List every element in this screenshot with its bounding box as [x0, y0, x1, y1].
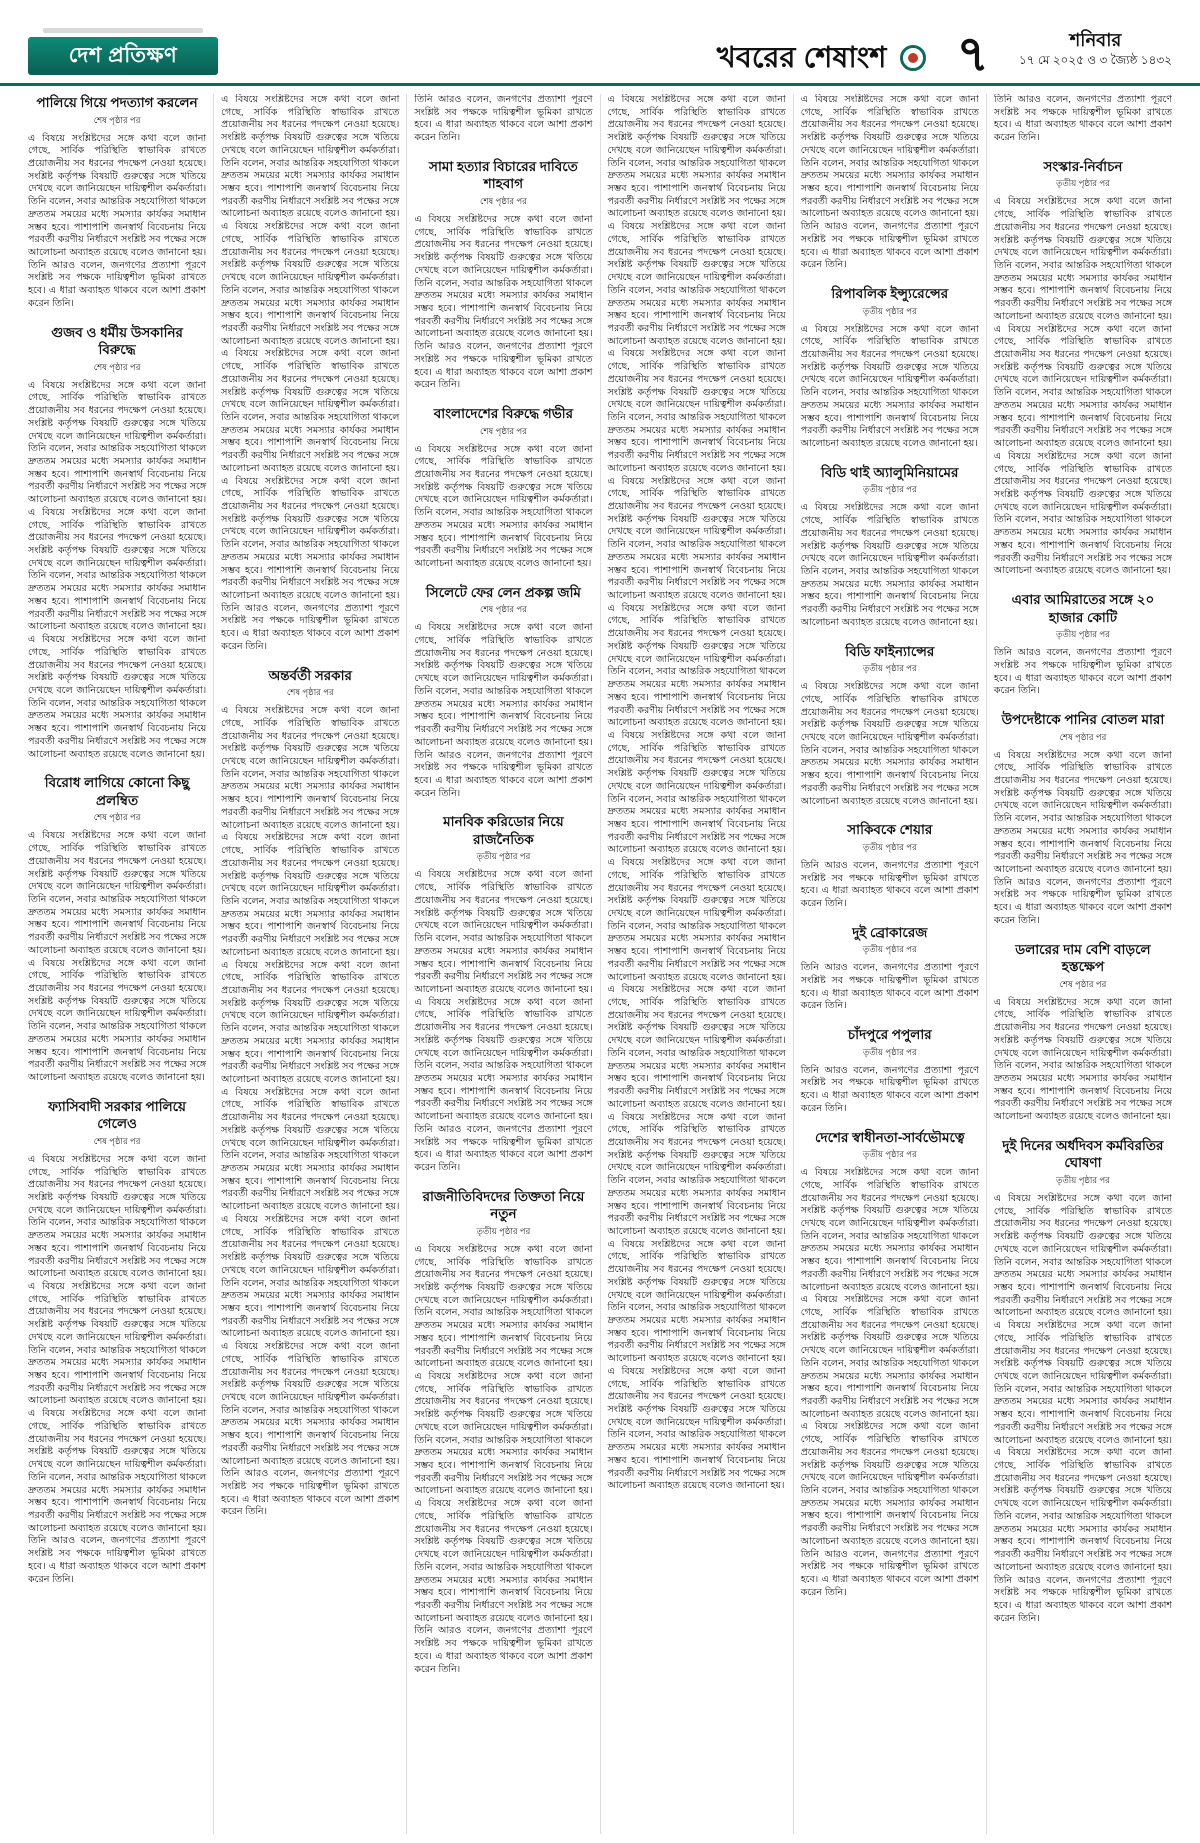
article-headline: রাজনীতিবিদদের তিক্ততা নিয়ে নতুন	[422, 1188, 585, 1222]
article	[801, 285, 979, 451]
article-body: এ বিষয়ে সংশ্লিষ্টদের সঙ্গে কথা বলে জানা গেছে, সার্বিক পরিস্থিতি স্বাভাবিক রাখতে প্রয়োজনীয় সব ধরনের পদক্ষেপ নেওয়া হয়েছে। সংশ্লিষ্ট কর্তৃপক্ষ বিষয়টি গুরুত্বের সঙ্গে খতিয়ে দেখছে বলে জানিয়েছেন দায়িত্বশীল কর্মকর্তারা। তিনি বলেন, সবার আন্তরিক সহযোগিতা থাকলে দ্রুততম সময়ের মধ্যে সমস্যার কার্যকর সমাধান সম্ভব হবে। পাশাপাশি জনস্বার্থ বিবেচনায় নিয়ে পরবর্তী করণীয় নির্ধারণে সংশ্লিষ্ট সব পক্ষের সঙ্গে আলোচনা অব্যাহত রয়েছে বলেও জানানো হয়। তিনি আরও বলেন, জনগণের প্রত্যাশা পূরণে সংশ্লিষ্ট সব পক্ষকে দায়িত্বশীল ভূমিকা রাখতে হবে। এ ধারা অব্যাহত থাকবে বলে আশা প্রকাশ করেন তিনি।	[800, 94, 979, 271]
article-body: এ বিষয়ে সংশ্লিষ্টদের সঙ্গে কথা বলে জানা গেছে, সার্বিক পরিস্থিতি স্বাভাবিক রাখতে প্রয়োজনীয় সব ধরনের পদক্ষেপ নেওয়া হয়েছে। সংশ্লিষ্ট কর্তৃপক্ষ বিষয়টি গুরুত্বের সঙ্গে খতিয়ে দেখছে বলে জানিয়েছেন দায়িত্বশীল কর্মকর্তারা। তিনি বলেন, সবার আন্তরিক সহযোগিতা থাকলে দ্রুততম সময়ের মধ্যে সমস্যার কার্যকর সমাধান সম্ভব হবে। পাশাপাশি জনস্বার্থ বিবেচনায় নিয়ে পরবর্তী করণীয় নির্ধারণে সংশ্লিষ্ট সব পক্ষের সঙ্গে আলোচনা অব্যাহত রয়েছে বলেও জানানো হয়।	[800, 502, 979, 628]
article	[28, 94, 206, 311]
date-line: ১৭ মে ২০২৫ ও ৩ জ্যৈষ্ঠ ১৪৩২	[1018, 53, 1172, 67]
article	[994, 711, 1172, 928]
article-headline: অন্তর্বর্তী সরকার	[268, 667, 352, 683]
article-body: তিনি আরও বলেন, জনগণের প্রত্যাশা পূরণে সংশ্লিষ্ট সব পক্ষকে দায়িত্বশীল ভূমিকা রাখতে হবে। এ ধারা অব্যাহত থাকবে বলে আশা প্রকাশ করেন তিনি।	[993, 94, 1173, 144]
article-continuation	[994, 94, 1172, 145]
article	[28, 774, 206, 1084]
article	[28, 324, 206, 762]
continuation-note: শেষ পৃষ্ঠার পর	[480, 604, 527, 615]
continuation-note: শেষ পৃষ্ঠার পর	[93, 1135, 141, 1146]
article	[994, 941, 1172, 1124]
article-body: তিনি আরও বলেন, জনগণের প্রত্যাশা পূরণে সংশ্লিষ্ট সব পক্ষকে দায়িত্বশীল ভূমিকা রাখতে হবে। এ ধারা অব্যাহত থাকবে বলে আশা প্রকাশ করেন তিনি।	[800, 962, 979, 1012]
article	[801, 924, 979, 1013]
article-body: এ বিষয়ে সংশ্লিষ্টদের সঙ্গে কথা বলে জানা গেছে, সার্বিক পরিস্থিতি স্বাভাবিক রাখতে প্রয়োজনীয় সব ধরনের পদক্ষেপ নেওয়া হয়েছে। সংশ্লিষ্ট কর্তৃপক্ষ বিষয়টি গুরুত্বের সঙ্গে খতিয়ে দেখছে বলে জানিয়েছেন দায়িত্বশীল কর্মকর্তারা। তিনি বলেন, সবার আন্তরিক সহযোগিতা থাকলে দ্রুততম সময়ের মধ্যে সমস্যার কার্যকর সমাধান সম্ভব হবে। পাশাপাশি জনস্বার্থ বিবেচনায় নিয়ে পরবর্তী করণীয় নির্ধারণে সংশ্লিষ্ট সব পক্ষের সঙ্গে আলোচনা অব্যাহত রয়েছে বলেও জানানো হয়। এ বিষয়ে সংশ্লিষ্টদের সঙ্গে কথা বলে জানা গেছে, সার্বিক পরিস্থিতি স্বাভাবিক রাখতে প্রয়োজনীয় সব ধরনের পদক্ষেপ নেওয়া হয়েছে। সংশ্লিষ্ট কর্তৃপক্ষ বিষয়টি গুরুত্বের সঙ্গে খতিয়ে দেখছে বলে জানিয়েছেন দায়িত্বশীল কর্মকর্তারা। তিনি বলেন, সবার আন্তরিক সহযোগিতা থাকলে দ্রুততম সময়ের মধ্যে সমস্যার কার্যকর সমাধান সম্ভব হবে। পাশাপাশি জনস্বার্থ বিবেচনায় নিয়ে পরবর্তী করণীয় নির্ধারণে সংশ্লিষ্ট সব পক্ষের সঙ্গে আলোচনা অব্যাহত রয়েছে বলেও জানানো হয়। এ বিষয়ে সংশ্লিষ্টদের সঙ্গে কথা বলে জানা গেছে, সার্বিক পরিস্থিতি স্বাভাবিক রাখতে প্রয়োজনীয় সব ধরনের পদক্ষেপ নেওয়া হয়েছে। সংশ্লিষ্ট কর্তৃপক্ষ বিষয়টি গুরুত্বের সঙ্গে খতিয়ে দেখছে বলে জানিয়েছেন দায়িত্বশীল কর্মকর্তারা। তিনি বলেন, সবার আন্তরিক সহযোগিতা থাকলে দ্রুততম সময়ের মধ্যে সমস্যার কার্যকর সমাধান সম্ভব হবে। পাশাপাশি জনস্বার্থ বিবেচনায় নিয়ে পরবর্তী করণীয় নির্ধারণে সংশ্লিষ্ট সব পক্ষের সঙ্গে আলোচনা অব্যাহত রয়েছে বলেও জানানো হয়।	[28, 379, 207, 760]
newspaper-columns	[0, 86, 1200, 1834]
article-body: এ বিষয়ে সংশ্লিষ্টদের সঙ্গে কথা বলে জানা গেছে, সার্বিক পরিস্থিতি স্বাভাবিক রাখতে প্রয়োজনীয় সব ধরনের পদক্ষেপ নেওয়া হয়েছে। সংশ্লিষ্ট কর্তৃপক্ষ বিষয়টি গুরুত্বের সঙ্গে খতিয়ে দেখছে বলে জানিয়েছেন দায়িত্বশীল কর্মকর্তারা। তিনি বলেন, সবার আন্তরিক সহযোগিতা থাকলে দ্রুততম সময়ের মধ্যে সমস্যার কার্যকর সমাধান সম্ভব হবে। পাশাপাশি জনস্বার্থ বিবেচনায় নিয়ে পরবর্তী করণীয় নির্ধারণে সংশ্লিষ্ট সব পক্ষের সঙ্গে আলোচনা অব্যাহত রয়েছে বলেও জানানো হয়। এ বিষয়ে সংশ্লিষ্টদের সঙ্গে কথা বলে জানা গেছে, সার্বিক পরিস্থিতি স্বাভাবিক রাখতে প্রয়োজনীয় সব ধরনের পদক্ষেপ নেওয়া হয়েছে। সংশ্লিষ্ট কর্তৃপক্ষ বিষয়টি গুরুত্বের সঙ্গে খতিয়ে দেখছে বলে জানিয়েছেন দায়িত্বশীল কর্মকর্তারা। তিনি বলেন, সবার আন্তরিক সহযোগিতা থাকলে দ্রুততম সময়ের মধ্যে সমস্যার কার্যকর সমাধান সম্ভব হবে। পাশাপাশি জনস্বার্থ বিবেচনায় নিয়ে পরবর্তী করণীয় নির্ধারণে সংশ্লিষ্ট সব পক্ষের সঙ্গে আলোচনা অব্যাহত রয়েছে বলেও জানানো হয়। এ বিষয়ে সংশ্লিষ্টদের সঙ্গে কথা বলে জানা গেছে, সার্বিক পরিস্থিতি স্বাভাবিক রাখতে প্রয়োজনীয় সব ধরনের পদক্ষেপ নেওয়া হয়েছে। সংশ্লিষ্ট কর্তৃপক্ষ বিষয়টি গুরুত্বের সঙ্গে খতিয়ে দেখছে বলে জানিয়েছেন দায়িত্বশীল কর্মকর্তারা। তিনি বলেন, সবার আন্তরিক সহযোগিতা থাকলে দ্রুততম সময়ের মধ্যে সমস্যার কার্যকর সমাধান সম্ভব হবে। পাশাপাশি জনস্বার্থ বিবেচনায় নিয়ে পরবর্তী করণীয় নির্ধারণে সংশ্লিষ্ট সব পক্ষের সঙ্গে আলোচনা অব্যাহত রয়েছে বলেও জানানো হয়। এ বিষয়ে সংশ্লিষ্টদের সঙ্গে কথা বলে জানা গেছে, সার্বিক পরিস্থিতি স্বাভাবিক রাখতে প্রয়োজনীয় সব ধরনের পদক্ষেপ নেওয়া হয়েছে। সংশ্লিষ্ট কর্তৃপক্ষ বিষয়টি গুরুত্বের সঙ্গে খতিয়ে দেখছে বলে জানিয়েছেন দায়িত্বশীল কর্মকর্তারা। তিনি বলেন, সবার আন্তরিক সহযোগিতা থাকলে দ্রুততম সময়ের মধ্যে সমস্যার কার্যকর সমাধান সম্ভব হবে। পাশাপাশি জনস্বার্থ বিবেচনায় নিয়ে পরবর্তী করণীয় নির্ধারণে সংশ্লিষ্ট সব পক্ষের সঙ্গে আলোচনা অব্যাহত রয়েছে বলেও জানানো হয়। এ বিষয়ে সংশ্লিষ্টদের সঙ্গে কথা বলে জানা গেছে, সার্বিক পরিস্থিতি স্বাভাবিক রাখতে প্রয়োজনীয় সব ধরনের পদক্ষেপ নেওয়া হয়েছে। সংশ্লিষ্ট কর্তৃপক্ষ বিষয়টি গুরুত্বের সঙ্গে খতিয়ে দেখছে বলে জানিয়েছেন দায়িত্বশীল কর্মকর্তারা। তিনি বলেন, সবার আন্তরিক সহযোগিতা থাকলে দ্রুততম সময়ের মধ্যে সমস্যার কার্যকর সমাধান সম্ভব হবে। পাশাপাশি জনস্বার্থ বিবেচনায় নিয়ে পরবর্তী করণীয় নির্ধারণে সংশ্লিষ্ট সব পক্ষের সঙ্গে আলোচনা অব্যাহত রয়েছে বলেও জানানো হয়। এ বিষয়ে সংশ্লিষ্টদের সঙ্গে কথা বলে জানা গেছে, সার্বিক পরিস্থিতি স্বাভাবিক রাখতে প্রয়োজনীয় সব ধরনের পদক্ষেপ নেওয়া হয়েছে। সংশ্লিষ্ট কর্তৃপক্ষ বিষয়টি গুরুত্বের সঙ্গে খতিয়ে দেখছে বলে জানিয়েছেন দায়িত্বশীল কর্মকর্তারা। তিনি বলেন, সবার আন্তরিক সহযোগিতা থাকলে দ্রুততম সময়ের মধ্যে সমস্যার কার্যকর সমাধান সম্ভব হবে। পাশাপাশি জনস্বার্থ বিবেচনায় নিয়ে পরবর্তী করণীয় নির্ধারণে সংশ্লিষ্ট সব পক্ষের সঙ্গে আলোচনা অব্যাহত রয়েছে বলেও জানানো হয়। তিনি আরও বলেন, জনগণের প্রত্যাশা পূরণে সংশ্লিষ্ট সব পক্ষকে দায়িত্বশীল ভূমিকা রাখতে হবে। এ ধারা অব্যাহত থাকবে বলে আশা প্রকাশ করেন তিনি।	[221, 705, 400, 1518]
page-number: ৭	[956, 25, 989, 82]
article-body: এ বিষয়ে সংশ্লিষ্টদের সঙ্গে কথা বলে জানা গেছে, সার্বিক পরিস্থিতি স্বাভাবিক রাখতে প্রয়োজনীয় সব ধরনের পদক্ষেপ নেওয়া হয়েছে। সংশ্লিষ্ট কর্তৃপক্ষ বিষয়টি গুরুত্বের সঙ্গে খতিয়ে দেখছে বলে জানিয়েছেন দায়িত্বশীল কর্মকর্তারা। তিনি বলেন, সবার আন্তরিক সহযোগিতা থাকলে দ্রুততম সময়ের মধ্যে সমস্যার কার্যকর সমাধান সম্ভব হবে। পাশাপাশি জনস্বার্থ বিবেচনায় নিয়ে পরবর্তী করণীয় নির্ধারণে সংশ্লিষ্ট সব পক্ষের সঙ্গে আলোচনা অব্যাহত রয়েছে বলেও জানানো হয়। তিনি আরও বলেন, জনগণের প্রত্যাশা পূরণে সংশ্লিষ্ট সব পক্ষকে দায়িত্বশীল ভূমিকা রাখতে হবে। এ ধারা অব্যাহত থাকবে বলে আশা প্রকাশ করেন তিনি।	[28, 132, 207, 309]
article-continuation	[414, 94, 592, 145]
continuation-note: শেষ পৃষ্ঠার পর	[1059, 978, 1107, 989]
column-3	[406, 94, 599, 1834]
continuation-note: শেষ পৃষ্ঠার পর	[480, 425, 527, 436]
masthead-microtext	[43, 28, 203, 33]
weekday: শনিবার	[1069, 30, 1122, 50]
article-headline: ডলারের দাম বেশি বাড়লে হস্তক্ষেপ	[1015, 941, 1151, 975]
article-body: এ বিষয়ে সংশ্লিষ্টদের সঙ্গে কথা বলে জানা গেছে, সার্বিক পরিস্থিতি স্বাভাবিক রাখতে প্রয়োজনীয় সব ধরনের পদক্ষেপ নেওয়া হয়েছে। সংশ্লিষ্ট কর্তৃপক্ষ বিষয়টি গুরুত্বের সঙ্গে খতিয়ে দেখছে বলে জানিয়েছেন দায়িত্বশীল কর্মকর্তারা। তিনি বলেন, সবার আন্তরিক সহযোগিতা থাকলে দ্রুততম সময়ের মধ্যে সমস্যার কার্যকর সমাধান সম্ভব হবে। পাশাপাশি জনস্বার্থ বিবেচনায় নিয়ে পরবর্তী করণীয় নির্ধারণে সংশ্লিষ্ট সব পক্ষের সঙ্গে আলোচনা অব্যাহত রয়েছে বলেও জানানো হয়। এ বিষয়ে সংশ্লিষ্টদের সঙ্গে কথা বলে জানা গেছে, সার্বিক পরিস্থিতি স্বাভাবিক রাখতে প্রয়োজনীয় সব ধরনের পদক্ষেপ নেওয়া হয়েছে। সংশ্লিষ্ট কর্তৃপক্ষ বিষয়টি গুরুত্বের সঙ্গে খতিয়ে দেখছে বলে জানিয়েছেন দায়িত্বশীল কর্মকর্তারা। তিনি বলেন, সবার আন্তরিক সহযোগিতা থাকলে দ্রুততম সময়ের মধ্যে সমস্যার কার্যকর সমাধান সম্ভব হবে। পাশাপাশি জনস্বার্থ বিবেচনায় নিয়ে পরবর্তী করণীয় নির্ধারণে সংশ্লিষ্ট সব পক্ষের সঙ্গে আলোচনা অব্যাহত রয়েছে বলেও জানানো হয়। এ বিষয়ে সংশ্লিষ্টদের সঙ্গে কথা বলে জানা গেছে, সার্বিক পরিস্থিতি স্বাভাবিক রাখতে প্রয়োজনীয় সব ধরনের পদক্ষেপ নেওয়া হয়েছে। সংশ্লিষ্ট কর্তৃপক্ষ বিষয়টি গুরুত্বের সঙ্গে খতিয়ে দেখছে বলে জানিয়েছেন দায়িত্বশীল কর্মকর্তারা। তিনি বলেন, সবার আন্তরিক সহযোগিতা থাকলে দ্রুততম সময়ের মধ্যে সমস্যার কার্যকর সমাধান সম্ভব হবে। পাশাপাশি জনস্বার্থ বিবেচনায় নিয়ে পরবর্তী করণীয় নির্ধারণে সংশ্লিষ্ট সব পক্ষের সঙ্গে আলোচনা অব্যাহত রয়েছে বলেও জানানো হয়। এ বিষয়ে সংশ্লিষ্টদের সঙ্গে কথা বলে জানা গেছে, সার্বিক পরিস্থিতি স্বাভাবিক রাখতে প্রয়োজনীয় সব ধরনের পদক্ষেপ নেওয়া হয়েছে। সংশ্লিষ্ট কর্তৃপক্ষ বিষয়টি গুরুত্বের সঙ্গে খতিয়ে দেখছে বলে জানিয়েছেন দায়িত্বশীল কর্মকর্তারা। তিনি বলেন, সবার আন্তরিক সহযোগিতা থাকলে দ্রুততম সময়ের মধ্যে সমস্যার কার্যকর সমাধান সম্ভব হবে। পাশাপাশি জনস্বার্থ বিবেচনায় নিয়ে পরবর্তী করণীয় নির্ধারণে সংশ্লিষ্ট সব পক্ষের সঙ্গে আলোচনা অব্যাহত রয়েছে বলেও জানানো হয়। এ বিষয়ে সংশ্লিষ্টদের সঙ্গে কথা বলে জানা গেছে, সার্বিক পরিস্থিতি স্বাভাবিক রাখতে প্রয়োজনীয় সব ধরনের পদক্ষেপ নেওয়া হয়েছে। সংশ্লিষ্ট কর্তৃপক্ষ বিষয়টি গুরুত্বের সঙ্গে খতিয়ে দেখছে বলে জানিয়েছেন দায়িত্বশীল কর্মকর্তারা। তিনি বলেন, সবার আন্তরিক সহযোগিতা থাকলে দ্রুততম সময়ের মধ্যে সমস্যার কার্যকর সমাধান সম্ভব হবে। পাশাপাশি জনস্বার্থ বিবেচনায় নিয়ে পরবর্তী করণীয় নির্ধারণে সংশ্লিষ্ট সব পক্ষের সঙ্গে আলোচনা অব্যাহত রয়েছে বলেও জানানো হয়। এ বিষয়ে সংশ্লিষ্টদের সঙ্গে কথা বলে জানা গেছে, সার্বিক পরিস্থিতি স্বাভাবিক রাখতে প্রয়োজনীয় সব ধরনের পদক্ষেপ নেওয়া হয়েছে। সংশ্লিষ্ট কর্তৃপক্ষ বিষয়টি গুরুত্বের সঙ্গে খতিয়ে দেখছে বলে জানিয়েছেন দায়িত্বশীল কর্মকর্তারা। তিনি বলেন, সবার আন্তরিক সহযোগিতা থাকলে দ্রুততম সময়ের মধ্যে সমস্যার কার্যকর সমাধান সম্ভব হবে। পাশাপাশি জনস্বার্থ বিবেচনায় নিয়ে পরবর্তী করণীয় নির্ধারণে সংশ্লিষ্ট সব পক্ষের সঙ্গে আলোচনা অব্যাহত রয়েছে বলেও জানানো হয়। এ বিষয়ে সংশ্লিষ্টদের সঙ্গে কথা বলে জানা গেছে, সার্বিক পরিস্থিতি স্বাভাবিক রাখতে প্রয়োজনীয় সব ধরনের পদক্ষেপ নেওয়া হয়েছে। সংশ্লিষ্ট কর্তৃপক্ষ বিষয়টি গুরুত্বের সঙ্গে খতিয়ে দেখছে বলে জানিয়েছেন দায়িত্বশীল কর্মকর্তারা। তিনি বলেন, সবার আন্তরিক সহযোগিতা থাকলে দ্রুততম সময়ের মধ্যে সমস্যার কার্যকর সমাধান সম্ভব হবে। পাশাপাশি জনস্বার্থ বিবেচনায় নিয়ে পরবর্তী করণীয় নির্ধারণে সংশ্লিষ্ট সব পক্ষের সঙ্গে আলোচনা অব্যাহত রয়েছে বলেও জানানো হয়। এ বিষয়ে সংশ্লিষ্টদের সঙ্গে কথা বলে জানা গেছে, সার্বিক পরিস্থিতি স্বাভাবিক রাখতে প্রয়োজনীয় সব ধরনের পদক্ষেপ নেওয়া হয়েছে। সংশ্লিষ্ট কর্তৃপক্ষ বিষয়টি গুরুত্বের সঙ্গে খতিয়ে দেখছে বলে জানিয়েছেন দায়িত্বশীল কর্মকর্তারা। তিনি বলেন, সবার আন্তরিক সহযোগিতা থাকলে দ্রুততম সময়ের মধ্যে সমস্যার কার্যকর সমাধান সম্ভব হবে। পাশাপাশি জনস্বার্থ বিবেচনায় নিয়ে পরবর্তী করণীয় নির্ধারণে সংশ্লিষ্ট সব পক্ষের সঙ্গে আলোচনা অব্যাহত রয়েছে বলেও জানানো হয়। এ বিষয়ে সংশ্লিষ্টদের সঙ্গে কথা বলে জানা গেছে, সার্বিক পরিস্থিতি স্বাভাবিক রাখতে প্রয়োজনীয় সব ধরনের পদক্ষেপ নেওয়া হয়েছে। সংশ্লিষ্ট কর্তৃপক্ষ বিষয়টি গুরুত্বের সঙ্গে খতিয়ে দেখছে বলে জানিয়েছেন দায়িত্বশীল কর্মকর্তারা। তিনি বলেন, সবার আন্তরিক সহযোগিতা থাকলে দ্রুততম সময়ের মধ্যে সমস্যার কার্যকর সমাধান সম্ভব হবে। পাশাপাশি জনস্বার্থ বিবেচনায় নিয়ে পরবর্তী করণীয় নির্ধারণে সংশ্লিষ্ট সব পক্ষের সঙ্গে আলোচনা অব্যাহত রয়েছে বলেও জানানো হয়। এ বিষয়ে সংশ্লিষ্টদের সঙ্গে কথা বলে জানা গেছে, সার্বিক পরিস্থিতি স্বাভাবিক রাখতে প্রয়োজনীয় সব ধরনের পদক্ষেপ নেওয়া হয়েছে। সংশ্লিষ্ট কর্তৃপক্ষ বিষয়টি গুরুত্বের সঙ্গে খতিয়ে দেখছে বলে জানিয়েছেন দায়িত্বশীল কর্মকর্তারা। তিনি বলেন, সবার আন্তরিক সহযোগিতা থাকলে দ্রুততম সময়ের মধ্যে সমস্যার কার্যকর সমাধান সম্ভব হবে। পাশাপাশি জনস্বার্থ বিবেচনায় নিয়ে পরবর্তী করণীয় নির্ধারণে সংশ্লিষ্ট সব পক্ষের সঙ্গে আলোচনা অব্যাহত রয়েছে বলেও জানানো হয়। এ বিষয়ে সংশ্লিষ্টদের সঙ্গে কথা বলে জানা গেছে, সার্বিক পরিস্থিতি স্বাভাবিক রাখতে প্রয়োজনীয় সব ধরনের পদক্ষেপ নেওয়া হয়েছে। সংশ্লিষ্ট কর্তৃপক্ষ বিষয়টি গুরুত্বের সঙ্গে খতিয়ে দেখছে বলে জানিয়েছেন দায়িত্বশীল কর্মকর্তারা। তিনি বলেন, সবার আন্তরিক সহযোগিতা থাকলে দ্রুততম সময়ের মধ্যে সমস্যার কার্যকর সমাধান সম্ভব হবে। পাশাপাশি জনস্বার্থ বিবেচনায় নিয়ে পরবর্তী করণীয় নির্ধারণে সংশ্লিষ্ট সব পক্ষের সঙ্গে আলোচনা অব্যাহত রয়েছে বলেও জানানো হয়।	[607, 94, 786, 1492]
article-headline: বিডি ফাইন্যান্সের	[845, 643, 935, 659]
article	[994, 158, 1172, 578]
article-headline: বিডি থাই অ্যালুমিনিয়ামের	[821, 464, 959, 480]
continuation-note: তৃতীয় পৃষ্ঠার পর	[862, 484, 917, 495]
article-headline: উপদেষ্টাকে পানির বোতল মারা	[1001, 711, 1165, 727]
continuation-note: তৃতীয় পৃষ্ঠার পর	[862, 1149, 917, 1160]
article-headline: পালিয়ে গিয়ে পদত্যাগ করলেন	[36, 95, 198, 110]
continuation-note: তৃতীয় পৃষ্ঠার পর	[1056, 1174, 1110, 1185]
continuation-note: তৃতীয় পৃষ্ঠার পর	[1056, 629, 1110, 640]
continuation-note: তৃতীয় পৃষ্ঠার পর	[862, 663, 917, 674]
article-body: তিনি আরও বলেন, জনগণের প্রত্যাশা পূরণে সংশ্লিষ্ট সব পক্ষকে দায়িত্বশীল ভূমিকা রাখতে হবে। এ ধারা অব্যাহত থাকবে বলে আশা প্রকাশ করেন তিনি।	[993, 647, 1173, 697]
article-body: এ বিষয়ে সংশ্লিষ্টদের সঙ্গে কথা বলে জানা গেছে, সার্বিক পরিস্থিতি স্বাভাবিক রাখতে প্রয়োজনীয় সব ধরনের পদক্ষেপ নেওয়া হয়েছে। সংশ্লিষ্ট কর্তৃপক্ষ বিষয়টি গুরুত্বের সঙ্গে খতিয়ে দেখছে বলে জানিয়েছেন দায়িত্বশীল কর্মকর্তারা। তিনি বলেন, সবার আন্তরিক সহযোগিতা থাকলে দ্রুততম সময়ের মধ্যে সমস্যার কার্যকর সমাধান সম্ভব হবে। পাশাপাশি জনস্বার্থ বিবেচনায় নিয়ে পরবর্তী করণীয় নির্ধারণে সংশ্লিষ্ট সব পক্ষের সঙ্গে আলোচনা অব্যাহত রয়েছে বলেও জানানো হয়। এ বিষয়ে সংশ্লিষ্টদের সঙ্গে কথা বলে জানা গেছে, সার্বিক পরিস্থিতি স্বাভাবিক রাখতে প্রয়োজনীয় সব ধরনের পদক্ষেপ নেওয়া হয়েছে। সংশ্লিষ্ট কর্তৃপক্ষ বিষয়টি গুরুত্বের সঙ্গে খতিয়ে দেখছে বলে জানিয়েছেন দায়িত্বশীল কর্মকর্তারা। তিনি বলেন, সবার আন্তরিক সহযোগিতা থাকলে দ্রুততম সময়ের মধ্যে সমস্যার কার্যকর সমাধান সম্ভব হবে। পাশাপাশি জনস্বার্থ বিবেচনায় নিয়ে পরবর্তী করণীয় নির্ধারণে সংশ্লিষ্ট সব পক্ষের সঙ্গে আলোচনা অব্যাহত রয়েছে বলেও জানানো হয়। এ বিষয়ে সংশ্লিষ্টদের সঙ্গে কথা বলে জানা গেছে, সার্বিক পরিস্থিতি স্বাভাবিক রাখতে প্রয়োজনীয় সব ধরনের পদক্ষেপ নেওয়া হয়েছে। সংশ্লিষ্ট কর্তৃপক্ষ বিষয়টি গুরুত্বের সঙ্গে খতিয়ে দেখছে বলে জানিয়েছেন দায়িত্বশীল কর্মকর্তারা। তিনি বলেন, সবার আন্তরিক সহযোগিতা থাকলে দ্রুততম সময়ের মধ্যে সমস্যার কার্যকর সমাধান সম্ভব হবে। পাশাপাশি জনস্বার্থ বিবেচনায় নিয়ে পরবর্তী করণীয় নির্ধারণে সংশ্লিষ্ট সব পক্ষের সঙ্গে আলোচনা অব্যাহত রয়েছে বলেও জানানো হয়। তিনি আরও বলেন, জনগণের প্রত্যাশা পূরণে সংশ্লিষ্ট সব পক্ষকে দায়িত্বশীল ভূমিকা রাখতে হবে। এ ধারা অব্যাহত থাকবে বলে আশা প্রকাশ করেন তিনি।	[28, 1153, 207, 1585]
continuation-note: তৃতীয় পৃষ্ঠার পর	[862, 305, 917, 316]
article	[414, 405, 592, 571]
article-headline: এবার আমিরাতের সঙ্গে ২০ হাজার কোটি	[1011, 591, 1155, 625]
continuation-note: শেষ পৃষ্ঠার পর	[286, 687, 334, 698]
column-2	[213, 94, 406, 1834]
article-headline: রিপাবলিক ইন্স্যুরেন্সের	[831, 286, 949, 302]
article-body: এ বিষয়ে সংশ্লিষ্টদের সঙ্গে কথা বলে জানা গেছে, সার্বিক পরিস্থিতি স্বাভাবিক রাখতে প্রয়োজনীয় সব ধরনের পদক্ষেপ নেওয়া হয়েছে। সংশ্লিষ্ট কর্তৃপক্ষ বিষয়টি গুরুত্বের সঙ্গে খতিয়ে দেখছে বলে জানিয়েছেন দায়িত্বশীল কর্মকর্তারা। তিনি বলেন, সবার আন্তরিক সহযোগিতা থাকলে দ্রুততম সময়ের মধ্যে সমস্যার কার্যকর সমাধান সম্ভব হবে। পাশাপাশি জনস্বার্থ বিবেচনায় নিয়ে পরবর্তী করণীয় নির্ধারণে সংশ্লিষ্ট সব পক্ষের সঙ্গে আলোচনা অব্যাহত রয়েছে বলেও জানানো হয়। এ বিষয়ে সংশ্লিষ্টদের সঙ্গে কথা বলে জানা গেছে, সার্বিক পরিস্থিতি স্বাভাবিক রাখতে প্রয়োজনীয় সব ধরনের পদক্ষেপ নেওয়া হয়েছে। সংশ্লিষ্ট কর্তৃপক্ষ বিষয়টি গুরুত্বের সঙ্গে খতিয়ে দেখছে বলে জানিয়েছেন দায়িত্বশীল কর্মকর্তারা। তিনি বলেন, সবার আন্তরিক সহযোগিতা থাকলে দ্রুততম সময়ের মধ্যে সমস্যার কার্যকর সমাধান সম্ভব হবে। পাশাপাশি জনস্বার্থ বিবেচনায় নিয়ে পরবর্তী করণীয় নির্ধারণে সংশ্লিষ্ট সব পক্ষের সঙ্গে আলোচনা অব্যাহত রয়েছে বলেও জানানো হয়। এ বিষয়ে সংশ্লিষ্টদের সঙ্গে কথা বলে জানা গেছে, সার্বিক পরিস্থিতি স্বাভাবিক রাখতে প্রয়োজনীয় সব ধরনের পদক্ষেপ নেওয়া হয়েছে। সংশ্লিষ্ট কর্তৃপক্ষ বিষয়টি গুরুত্বের সঙ্গে খতিয়ে দেখছে বলে জানিয়েছেন দায়িত্বশীল কর্মকর্তারা। তিনি বলেন, সবার আন্তরিক সহযোগিতা থাকলে দ্রুততম সময়ের মধ্যে সমস্যার কার্যকর সমাধান সম্ভব হবে। পাশাপাশি জনস্বার্থ বিবেচনায় নিয়ে পরবর্তী করণীয় নির্ধারণে সংশ্লিষ্ট সব পক্ষের সঙ্গে আলোচনা অব্যাহত রয়েছে বলেও জানানো হয়। তিনি আরও বলেন, জনগণের প্রত্যাশা পূরণে সংশ্লিষ্ট সব পক্ষকে দায়িত্বশীল ভূমিকা রাখতে হবে। এ ধারা অব্যাহত থাকবে বলে আশা প্রকাশ করেন তিনি।	[414, 1243, 593, 1675]
newspaper-emblem-icon	[900, 45, 926, 71]
newspaper-logo	[28, 37, 218, 75]
newspaper-name: দেশ প্রতিক্ষণ	[68, 43, 178, 67]
article-continuation	[608, 94, 786, 1493]
article	[414, 1188, 592, 1677]
column-1	[28, 94, 213, 1834]
continuation-note: শেষ পৃষ্ঠার পর	[1059, 731, 1107, 742]
column-6	[986, 94, 1172, 1834]
article-headline: বিরোধ লাগিয়ে কোনো কিছু প্রলম্বিত	[44, 775, 190, 808]
article-body: এ বিষয়ে সংশ্লিষ্টদের সঙ্গে কথা বলে জানা গেছে, সার্বিক পরিস্থিতি স্বাভাবিক রাখতে প্রয়োজনীয় সব ধরনের পদক্ষেপ নেওয়া হয়েছে। সংশ্লিষ্ট কর্তৃপক্ষ বিষয়টি গুরুত্বের সঙ্গে খতিয়ে দেখছে বলে জানিয়েছেন দায়িত্বশীল কর্মকর্তারা। তিনি বলেন, সবার আন্তরিক সহযোগিতা থাকলে দ্রুততম সময়ের মধ্যে সমস্যার কার্যকর সমাধান সম্ভব হবে। পাশাপাশি জনস্বার্থ বিবেচনায় নিয়ে পরবর্তী করণীয় নির্ধারণে সংশ্লিষ্ট সব পক্ষের সঙ্গে আলোচনা অব্যাহত রয়েছে বলেও জানানো হয়। তিনি আরও বলেন, জনগণের প্রত্যাশা পূরণে সংশ্লিষ্ট সব পক্ষকে দায়িত্বশীল ভূমিকা রাখতে হবে। এ ধারা অব্যাহত থাকবে বলে আশা প্রকাশ করেন তিনি।	[414, 622, 593, 799]
article-body: এ বিষয়ে সংশ্লিষ্টদের সঙ্গে কথা বলে জানা গেছে, সার্বিক পরিস্থিতি স্বাভাবিক রাখতে প্রয়োজনীয় সব ধরনের পদক্ষেপ নেওয়া হয়েছে। সংশ্লিষ্ট কর্তৃপক্ষ বিষয়টি গুরুত্বের সঙ্গে খতিয়ে দেখছে বলে জানিয়েছেন দায়িত্বশীল কর্মকর্তারা। তিনি বলেন, সবার আন্তরিক সহযোগিতা থাকলে দ্রুততম সময়ের মধ্যে সমস্যার কার্যকর সমাধান সম্ভব হবে। পাশাপাশি জনস্বার্থ বিবেচনায় নিয়ে পরবর্তী করণীয় নির্ধারণে সংশ্লিষ্ট সব পক্ষের সঙ্গে আলোচনা অব্যাহত রয়েছে বলেও জানানো হয়।	[414, 443, 593, 570]
article-continuation	[221, 94, 399, 654]
continuation-note: তৃতীয় পৃষ্ঠার পর	[862, 944, 917, 955]
continuation-note: শেষ পৃষ্ঠার পর	[93, 812, 141, 823]
article-body: এ বিষয়ে সংশ্লিষ্টদের সঙ্গে কথা বলে জানা গেছে, সার্বিক পরিস্থিতি স্বাভাবিক রাখতে প্রয়োজনীয় সব ধরনের পদক্ষেপ নেওয়া হয়েছে। সংশ্লিষ্ট কর্তৃপক্ষ বিষয়টি গুরুত্বের সঙ্গে খতিয়ে দেখছে বলে জানিয়েছেন দায়িত্বশীল কর্মকর্তারা। তিনি বলেন, সবার আন্তরিক সহযোগিতা থাকলে দ্রুততম সময়ের মধ্যে সমস্যার কার্যকর সমাধান সম্ভব হবে। পাশাপাশি জনস্বার্থ বিবেচনায় নিয়ে পরবর্তী করণীয় নির্ধারণে সংশ্লিষ্ট সব পক্ষের সঙ্গে আলোচনা অব্যাহত রয়েছে বলেও জানানো হয়। এ বিষয়ে সংশ্লিষ্টদের সঙ্গে কথা বলে জানা গেছে, সার্বিক পরিস্থিতি স্বাভাবিক রাখতে প্রয়োজনীয় সব ধরনের পদক্ষেপ নেওয়া হয়েছে। সংশ্লিষ্ট কর্তৃপক্ষ বিষয়টি গুরুত্বের সঙ্গে খতিয়ে দেখছে বলে জানিয়েছেন দায়িত্বশীল কর্মকর্তারা। তিনি বলেন, সবার আন্তরিক সহযোগিতা থাকলে দ্রুততম সময়ের মধ্যে সমস্যার কার্যকর সমাধান সম্ভব হবে। পাশাপাশি জনস্বার্থ বিবেচনায় নিয়ে পরবর্তী করণীয় নির্ধারণে সংশ্লিষ্ট সব পক্ষের সঙ্গে আলোচনা অব্যাহত রয়েছে বলেও জানানো হয়। তিনি আরও বলেন, জনগণের প্রত্যাশা পূরণে সংশ্লিষ্ট সব পক্ষকে দায়িত্বশীল ভূমিকা রাখতে হবে। এ ধারা অব্যাহত থাকবে বলে আশা প্রকাশ করেন তিনি।	[414, 869, 593, 1173]
article-headline: দুই দিনের অর্ধদিবস কর্মবিরতির ঘোষণা	[1002, 1137, 1164, 1171]
article-headline: গুজব ও ধর্মীয় উসকানির বিরুদ্ধে	[51, 324, 183, 358]
article-body: তিনি আরও বলেন, জনগণের প্রত্যাশা পূরণে সংশ্লিষ্ট সব পক্ষকে দায়িত্বশীল ভূমিকা রাখতে হবে। এ ধারা অব্যাহত থাকবে বলে আশা প্রকাশ করেন তিনি।	[414, 94, 593, 144]
article	[414, 158, 592, 392]
article	[801, 643, 979, 809]
article-body: এ বিষয়ে সংশ্লিষ্টদের সঙ্গে কথা বলে জানা গেছে, সার্বিক পরিস্থিতি স্বাভাবিক রাখতে প্রয়োজনীয় সব ধরনের পদক্ষেপ নেওয়া হয়েছে। সংশ্লিষ্ট কর্তৃপক্ষ বিষয়টি গুরুত্বের সঙ্গে খতিয়ে দেখছে বলে জানিয়েছেন দায়িত্বশীল কর্মকর্তারা। তিনি বলেন, সবার আন্তরিক সহযোগিতা থাকলে দ্রুততম সময়ের মধ্যে সমস্যার কার্যকর সমাধান সম্ভব হবে। পাশাপাশি জনস্বার্থ বিবেচনায় নিয়ে পরবর্তী করণীয় নির্ধারণে সংশ্লিষ্ট সব পক্ষের সঙ্গে আলোচনা অব্যাহত রয়েছে বলেও জানানো হয়।	[800, 681, 979, 807]
continuation-note: তৃতীয় পৃষ্ঠার পর	[862, 1046, 917, 1057]
article	[221, 667, 399, 1520]
article-headline: মানবিক করিডোর নিয়ে রাজনৈতিক	[443, 814, 564, 847]
column-5	[793, 94, 986, 1834]
article-body: এ বিষয়ে সংশ্লিষ্টদের সঙ্গে কথা বলে জানা গেছে, সার্বিক পরিস্থিতি স্বাভাবিক রাখতে প্রয়োজনীয় সব ধরনের পদক্ষেপ নেওয়া হয়েছে। সংশ্লিষ্ট কর্তৃপক্ষ বিষয়টি গুরুত্বের সঙ্গে খতিয়ে দেখছে বলে জানিয়েছেন দায়িত্বশীল কর্মকর্তারা। তিনি বলেন, সবার আন্তরিক সহযোগিতা থাকলে দ্রুততম সময়ের মধ্যে সমস্যার কার্যকর সমাধান সম্ভব হবে। পাশাপাশি জনস্বার্থ বিবেচনায় নিয়ে পরবর্তী করণীয় নির্ধারণে সংশ্লিষ্ট সব পক্ষের সঙ্গে আলোচনা অব্যাহত রয়েছে বলেও জানানো হয়। এ বিষয়ে সংশ্লিষ্টদের সঙ্গে কথা বলে জানা গেছে, সার্বিক পরিস্থিতি স্বাভাবিক রাখতে প্রয়োজনীয় সব ধরনের পদক্ষেপ নেওয়া হয়েছে। সংশ্লিষ্ট কর্তৃপক্ষ বিষয়টি গুরুত্বের সঙ্গে খতিয়ে দেখছে বলে জানিয়েছেন দায়িত্বশীল কর্মকর্তারা। তিনি বলেন, সবার আন্তরিক সহযোগিতা থাকলে দ্রুততম সময়ের মধ্যে সমস্যার কার্যকর সমাধান সম্ভব হবে। পাশাপাশি জনস্বার্থ বিবেচনায় নিয়ে পরবর্তী করণীয় নির্ধারণে সংশ্লিষ্ট সব পক্ষের সঙ্গে আলোচনা অব্যাহত রয়েছে বলেও জানানো হয়। এ বিষয়ে সংশ্লিষ্টদের সঙ্গে কথা বলে জানা গেছে, সার্বিক পরিস্থিতি স্বাভাবিক রাখতে প্রয়োজনীয় সব ধরনের পদক্ষেপ নেওয়া হয়েছে। সংশ্লিষ্ট কর্তৃপক্ষ বিষয়টি গুরুত্বের সঙ্গে খতিয়ে দেখছে বলে জানিয়েছেন দায়িত্বশীল কর্মকর্তারা। তিনি বলেন, সবার আন্তরিক সহযোগিতা থাকলে দ্রুততম সময়ের মধ্যে সমস্যার কার্যকর সমাধান সম্ভব হবে। পাশাপাশি জনস্বার্থ বিবেচনায় নিয়ে পরবর্তী করণীয় নির্ধারণে সংশ্লিষ্ট সব পক্ষের সঙ্গে আলোচনা অব্যাহত রয়েছে বলেও জানানো হয়। এ বিষয়ে সংশ্লিষ্টদের সঙ্গে কথা বলে জানা গেছে, সার্বিক পরিস্থিতি স্বাভাবিক রাখতে প্রয়োজনীয় সব ধরনের পদক্ষেপ নেওয়া হয়েছে। সংশ্লিষ্ট কর্তৃপক্ষ বিষয়টি গুরুত্বের সঙ্গে খতিয়ে দেখছে বলে জানিয়েছেন দায়িত্বশীল কর্মকর্তারা। তিনি বলেন, সবার আন্তরিক সহযোগিতা থাকলে দ্রুততম সময়ের মধ্যে সমস্যার কার্যকর সমাধান সম্ভব হবে। পাশাপাশি জনস্বার্থ বিবেচনায় নিয়ে পরবর্তী করণীয় নির্ধারণে সংশ্লিষ্ট সব পক্ষের সঙ্গে আলোচনা অব্যাহত রয়েছে বলেও জানানো হয়। তিনি আরও বলেন, জনগণের প্রত্যাশা পূরণে সংশ্লিষ্ট সব পক্ষকে দায়িত্বশীল ভূমিকা রাখতে হবে। এ ধারা অব্যাহত থাকবে বলে আশা প্রকাশ করেন তিনি।	[221, 94, 400, 652]
continuation-note: তৃতীয় পৃষ্ঠার পর	[476, 1225, 531, 1236]
date-block	[1019, 31, 1172, 75]
article	[28, 1098, 206, 1587]
article-headline: ফ্যাসিবাদী সরকার পালিয়ে গেলেও	[48, 1098, 187, 1132]
continuation-note: শেষ পৃষ্ঠার পর	[480, 195, 527, 206]
article	[414, 813, 592, 1174]
article-body: এ বিষয়ে সংশ্লিষ্টদের সঙ্গে কথা বলে জানা গেছে, সার্বিক পরিস্থিতি স্বাভাবিক রাখতে প্রয়োজনীয় সব ধরনের পদক্ষেপ নেওয়া হয়েছে। সংশ্লিষ্ট কর্তৃপক্ষ বিষয়টি গুরুত্বের সঙ্গে খতিয়ে দেখছে বলে জানিয়েছেন দায়িত্বশীল কর্মকর্তারা। তিনি বলেন, সবার আন্তরিক সহযোগিতা থাকলে দ্রুততম সময়ের মধ্যে সমস্যার কার্যকর সমাধান সম্ভব হবে। পাশাপাশি জনস্বার্থ বিবেচনায় নিয়ে পরবর্তী করণীয় নির্ধারণে সংশ্লিষ্ট সব পক্ষের সঙ্গে আলোচনা অব্যাহত রয়েছে বলেও জানানো হয়।	[993, 996, 1173, 1123]
continuation-note: তৃতীয় পৃষ্ঠার পর	[476, 851, 531, 862]
article-continuation	[801, 94, 979, 272]
article-body: এ বিষয়ে সংশ্লিষ্টদের সঙ্গে কথা বলে জানা গেছে, সার্বিক পরিস্থিতি স্বাভাবিক রাখতে প্রয়োজনীয় সব ধরনের পদক্ষেপ নেওয়া হয়েছে। সংশ্লিষ্ট কর্তৃপক্ষ বিষয়টি গুরুত্বের সঙ্গে খতিয়ে দেখছে বলে জানিয়েছেন দায়িত্বশীল কর্মকর্তারা। তিনি বলেন, সবার আন্তরিক সহযোগিতা থাকলে দ্রুততম সময়ের মধ্যে সমস্যার কার্যকর সমাধান সম্ভব হবে। পাশাপাশি জনস্বার্থ বিবেচনায় নিয়ে পরবর্তী করণীয় নির্ধারণে সংশ্লিষ্ট সব পক্ষের সঙ্গে আলোচনা অব্যাহত রয়েছে বলেও জানানো হয়।	[800, 323, 979, 450]
article-headline: বাংলাদেশের বিরুদ্ধে গভীর	[433, 406, 574, 422]
column-4	[600, 94, 793, 1834]
continuation-note: শেষ পৃষ্ঠার পর	[93, 114, 141, 125]
article-body: এ বিষয়ে সংশ্লিষ্টদের সঙ্গে কথা বলে জানা গেছে, সার্বিক পরিস্থিতি স্বাভাবিক রাখতে প্রয়োজনীয় সব ধরনের পদক্ষেপ নেওয়া হয়েছে। সংশ্লিষ্ট কর্তৃপক্ষ বিষয়টি গুরুত্বের সঙ্গে খতিয়ে দেখছে বলে জানিয়েছেন দায়িত্বশীল কর্মকর্তারা। তিনি বলেন, সবার আন্তরিক সহযোগিতা থাকলে দ্রুততম সময়ের মধ্যে সমস্যার কার্যকর সমাধান সম্ভব হবে। পাশাপাশি জনস্বার্থ বিবেচনায় নিয়ে পরবর্তী করণীয় নির্ধারণে সংশ্লিষ্ট সব পক্ষের সঙ্গে আলোচনা অব্যাহত রয়েছে বলেও জানানো হয়। এ বিষয়ে সংশ্লিষ্টদের সঙ্গে কথা বলে জানা গেছে, সার্বিক পরিস্থিতি স্বাভাবিক রাখতে প্রয়োজনীয় সব ধরনের পদক্ষেপ নেওয়া হয়েছে। সংশ্লিষ্ট কর্তৃপক্ষ বিষয়টি গুরুত্বের সঙ্গে খতিয়ে দেখছে বলে জানিয়েছেন দায়িত্বশীল কর্মকর্তারা। তিনি বলেন, সবার আন্তরিক সহযোগিতা থাকলে দ্রুততম সময়ের মধ্যে সমস্যার কার্যকর সমাধান সম্ভব হবে। পাশাপাশি জনস্বার্থ বিবেচনায় নিয়ে পরবর্তী করণীয় নির্ধারণে সংশ্লিষ্ট সব পক্ষের সঙ্গে আলোচনা অব্যাহত রয়েছে বলেও জানানো হয়। এ বিষয়ে সংশ্লিষ্টদের সঙ্গে কথা বলে জানা গেছে, সার্বিক পরিস্থিতি স্বাভাবিক রাখতে প্রয়োজনীয় সব ধরনের পদক্ষেপ নেওয়া হয়েছে। সংশ্লিষ্ট কর্তৃপক্ষ বিষয়টি গুরুত্বের সঙ্গে খতিয়ে দেখছে বলে জানিয়েছেন দায়িত্বশীল কর্মকর্তারা। তিনি বলেন, সবার আন্তরিক সহযোগিতা থাকলে দ্রুততম সময়ের মধ্যে সমস্যার কার্যকর সমাধান সম্ভব হবে। পাশাপাশি জনস্বার্থ বিবেচনায় নিয়ে পরবর্তী করণীয় নির্ধারণে সংশ্লিষ্ট সব পক্ষের সঙ্গে আলোচনা অব্যাহত রয়েছে বলেও জানানো হয়। তিনি আরও বলেন, জনগণের প্রত্যাশা পূরণে সংশ্লিষ্ট সব পক্ষকে দায়িত্বশীল ভূমিকা রাখতে হবে। এ ধারা অব্যাহত থাকবে বলে আশা প্রকাশ করেন তিনি।	[993, 1192, 1173, 1624]
article-body: এ বিষয়ে সংশ্লিষ্টদের সঙ্গে কথা বলে জানা গেছে, সার্বিক পরিস্থিতি স্বাভাবিক রাখতে প্রয়োজনীয় সব ধরনের পদক্ষেপ নেওয়া হয়েছে। সংশ্লিষ্ট কর্তৃপক্ষ বিষয়টি গুরুত্বের সঙ্গে খতিয়ে দেখছে বলে জানিয়েছেন দায়িত্বশীল কর্মকর্তারা। তিনি বলেন, সবার আন্তরিক সহযোগিতা থাকলে দ্রুততম সময়ের মধ্যে সমস্যার কার্যকর সমাধান সম্ভব হবে। পাশাপাশি জনস্বার্থ বিবেচনায় নিয়ে পরবর্তী করণীয় নির্ধারণে সংশ্লিষ্ট সব পক্ষের সঙ্গে আলোচনা অব্যাহত রয়েছে বলেও জানানো হয়। এ বিষয়ে সংশ্লিষ্টদের সঙ্গে কথা বলে জানা গেছে, সার্বিক পরিস্থিতি স্বাভাবিক রাখতে প্রয়োজনীয় সব ধরনের পদক্ষেপ নেওয়া হয়েছে। সংশ্লিষ্ট কর্তৃপক্ষ বিষয়টি গুরুত্বের সঙ্গে খতিয়ে দেখছে বলে জানিয়েছেন দায়িত্বশীল কর্মকর্তারা। তিনি বলেন, সবার আন্তরিক সহযোগিতা থাকলে দ্রুততম সময়ের মধ্যে সমস্যার কার্যকর সমাধান সম্ভব হবে। পাশাপাশি জনস্বার্থ বিবেচনায় নিয়ে পরবর্তী করণীয় নির্ধারণে সংশ্লিষ্ট সব পক্ষের সঙ্গে আলোচনা অব্যাহত রয়েছে বলেও জানানো হয়। এ বিষয়ে সংশ্লিষ্টদের সঙ্গে কথা বলে জানা গেছে, সার্বিক পরিস্থিতি স্বাভাবিক রাখতে প্রয়োজনীয় সব ধরনের পদক্ষেপ নেওয়া হয়েছে। সংশ্লিষ্ট কর্তৃপক্ষ বিষয়টি গুরুত্বের সঙ্গে খতিয়ে দেখছে বলে জানিয়েছেন দায়িত্বশীল কর্মকর্তারা। তিনি বলেন, সবার আন্তরিক সহযোগিতা থাকলে দ্রুততম সময়ের মধ্যে সমস্যার কার্যকর সমাধান সম্ভব হবে। পাশাপাশি জনস্বার্থ বিবেচনায় নিয়ে পরবর্তী করণীয় নির্ধারণে সংশ্লিষ্ট সব পক্ষের সঙ্গে আলোচনা অব্যাহত রয়েছে বলেও জানানো হয়। তিনি আরও বলেন, জনগণের প্রত্যাশা পূরণে সংশ্লিষ্ট সব পক্ষকে দায়িত্বশীল ভূমিকা রাখতে হবে। এ ধারা অব্যাহত থাকবে বলে আশা প্রকাশ করেন তিনি।	[800, 1167, 979, 1598]
article-headline: সামা হত্যার বিচারের দাবিতে শাহবাগ	[429, 158, 578, 192]
article-body: এ বিষয়ে সংশ্লিষ্টদের সঙ্গে কথা বলে জানা গেছে, সার্বিক পরিস্থিতি স্বাভাবিক রাখতে প্রয়োজনীয় সব ধরনের পদক্ষেপ নেওয়া হয়েছে। সংশ্লিষ্ট কর্তৃপক্ষ বিষয়টি গুরুত্বের সঙ্গে খতিয়ে দেখছে বলে জানিয়েছেন দায়িত্বশীল কর্মকর্তারা। তিনি বলেন, সবার আন্তরিক সহযোগিতা থাকলে দ্রুততম সময়ের মধ্যে সমস্যার কার্যকর সমাধান সম্ভব হবে। পাশাপাশি জনস্বার্থ বিবেচনায় নিয়ে পরবর্তী করণীয় নির্ধারণে সংশ্লিষ্ট সব পক্ষের সঙ্গে আলোচনা অব্যাহত রয়েছে বলেও জানানো হয়। তিনি আরও বলেন, জনগণের প্রত্যাশা পূরণে সংশ্লিষ্ট সব পক্ষকে দায়িত্বশীল ভূমিকা রাখতে হবে। এ ধারা অব্যাহত থাকবে বলে আশা প্রকাশ করেন তিনি।	[414, 213, 593, 391]
continuation-note: শেষ পৃষ্ঠার পর	[93, 361, 141, 372]
article-body: এ বিষয়ে সংশ্লিষ্টদের সঙ্গে কথা বলে জানা গেছে, সার্বিক পরিস্থিতি স্বাভাবিক রাখতে প্রয়োজনীয় সব ধরনের পদক্ষেপ নেওয়া হয়েছে। সংশ্লিষ্ট কর্তৃপক্ষ বিষয়টি গুরুত্বের সঙ্গে খতিয়ে দেখছে বলে জানিয়েছেন দায়িত্বশীল কর্মকর্তারা। তিনি বলেন, সবার আন্তরিক সহযোগিতা থাকলে দ্রুততম সময়ের মধ্যে সমস্যার কার্যকর সমাধান সম্ভব হবে। পাশাপাশি জনস্বার্থ বিবেচনায় নিয়ে পরবর্তী করণীয় নির্ধারণে সংশ্লিষ্ট সব পক্ষের সঙ্গে আলোচনা অব্যাহত রয়েছে বলেও জানানো হয়। এ বিষয়ে সংশ্লিষ্টদের সঙ্গে কথা বলে জানা গেছে, সার্বিক পরিস্থিতি স্বাভাবিক রাখতে প্রয়োজনীয় সব ধরনের পদক্ষেপ নেওয়া হয়েছে। সংশ্লিষ্ট কর্তৃপক্ষ বিষয়টি গুরুত্বের সঙ্গে খতিয়ে দেখছে বলে জানিয়েছেন দায়িত্বশীল কর্মকর্তারা। তিনি বলেন, সবার আন্তরিক সহযোগিতা থাকলে দ্রুততম সময়ের মধ্যে সমস্যার কার্যকর সমাধান সম্ভব হবে। পাশাপাশি জনস্বার্থ বিবেচনায় নিয়ে পরবর্তী করণীয় নির্ধারণে সংশ্লিষ্ট সব পক্ষের সঙ্গে আলোচনা অব্যাহত রয়েছে বলেও জানানো হয়।	[28, 830, 207, 1084]
page-header	[0, 0, 1200, 86]
article	[994, 591, 1172, 698]
article-body: তিনি আরও বলেন, জনগণের প্রত্যাশা পূরণে সংশ্লিষ্ট সব পক্ষকে দায়িত্বশীল ভূমিকা রাখতে হবে। এ ধারা অব্যাহত থাকবে বলে আশা প্রকাশ করেন তিনি।	[800, 859, 979, 909]
article-headline: সাকিবকে শেয়ার	[847, 822, 933, 838]
article	[801, 1026, 979, 1115]
article	[801, 464, 979, 630]
article-headline: দেশের স্বাধীনতা-সার্বভৌমত্বে	[815, 1129, 965, 1145]
article	[994, 1137, 1172, 1626]
continuation-note: তৃতীয় পৃষ্ঠার পর	[862, 841, 917, 852]
article	[414, 584, 592, 801]
article-headline: চাঁদপুরে পপুলার	[847, 1027, 932, 1043]
article	[801, 821, 979, 910]
article-body: এ বিষয়ে সংশ্লিষ্টদের সঙ্গে কথা বলে জানা গেছে, সার্বিক পরিস্থিতি স্বাভাবিক রাখতে প্রয়োজনীয় সব ধরনের পদক্ষেপ নেওয়া হয়েছে। সংশ্লিষ্ট কর্তৃপক্ষ বিষয়টি গুরুত্বের সঙ্গে খতিয়ে দেখছে বলে জানিয়েছেন দায়িত্বশীল কর্মকর্তারা। তিনি বলেন, সবার আন্তরিক সহযোগিতা থাকলে দ্রুততম সময়ের মধ্যে সমস্যার কার্যকর সমাধান সম্ভব হবে। পাশাপাশি জনস্বার্থ বিবেচনায় নিয়ে পরবর্তী করণীয় নির্ধারণে সংশ্লিষ্ট সব পক্ষের সঙ্গে আলোচনা অব্যাহত রয়েছে বলেও জানানো হয়। তিনি আরও বলেন, জনগণের প্রত্যাশা পূরণে সংশ্লিষ্ট সব পক্ষকে দায়িত্বশীল ভূমিকা রাখতে হবে। এ ধারা অব্যাহত থাকবে বলে আশা প্রকাশ করেন তিনি।	[993, 749, 1173, 926]
continuation-note: তৃতীয় পৃষ্ঠার পর	[1056, 178, 1110, 189]
section-title: খবরের শেষাংশ	[716, 42, 887, 74]
article-body: এ বিষয়ে সংশ্লিষ্টদের সঙ্গে কথা বলে জানা গেছে, সার্বিক পরিস্থিতি স্বাভাবিক রাখতে প্রয়োজনীয় সব ধরনের পদক্ষেপ নেওয়া হয়েছে। সংশ্লিষ্ট কর্তৃপক্ষ বিষয়টি গুরুত্বের সঙ্গে খতিয়ে দেখছে বলে জানিয়েছেন দায়িত্বশীল কর্মকর্তারা। তিনি বলেন, সবার আন্তরিক সহযোগিতা থাকলে দ্রুততম সময়ের মধ্যে সমস্যার কার্যকর সমাধান সম্ভব হবে। পাশাপাশি জনস্বার্থ বিবেচনায় নিয়ে পরবর্তী করণীয় নির্ধারণে সংশ্লিষ্ট সব পক্ষের সঙ্গে আলোচনা অব্যাহত রয়েছে বলেও জানানো হয়। এ বিষয়ে সংশ্লিষ্টদের সঙ্গে কথা বলে জানা গেছে, সার্বিক পরিস্থিতি স্বাভাবিক রাখতে প্রয়োজনীয় সব ধরনের পদক্ষেপ নেওয়া হয়েছে। সংশ্লিষ্ট কর্তৃপক্ষ বিষয়টি গুরুত্বের সঙ্গে খতিয়ে দেখছে বলে জানিয়েছেন দায়িত্বশীল কর্মকর্তারা। তিনি বলেন, সবার আন্তরিক সহযোগিতা থাকলে দ্রুততম সময়ের মধ্যে সমস্যার কার্যকর সমাধান সম্ভব হবে। পাশাপাশি জনস্বার্থ বিবেচনায় নিয়ে পরবর্তী করণীয় নির্ধারণে সংশ্লিষ্ট সব পক্ষের সঙ্গে আলোচনা অব্যাহত রয়েছে বলেও জানানো হয়। এ বিষয়ে সংশ্লিষ্টদের সঙ্গে কথা বলে জানা গেছে, সার্বিক পরিস্থিতি স্বাভাবিক রাখতে প্রয়োজনীয় সব ধরনের পদক্ষেপ নেওয়া হয়েছে। সংশ্লিষ্ট কর্তৃপক্ষ বিষয়টি গুরুত্বের সঙ্গে খতিয়ে দেখছে বলে জানিয়েছেন দায়িত্বশীল কর্মকর্তারা। তিনি বলেন, সবার আন্তরিক সহযোগিতা থাকলে দ্রুততম সময়ের মধ্যে সমস্যার কার্যকর সমাধান সম্ভব হবে। পাশাপাশি জনস্বার্থ বিবেচনায় নিয়ে পরবর্তী করণীয় নির্ধারণে সংশ্লিষ্ট সব পক্ষের সঙ্গে আলোচনা অব্যাহত রয়েছে বলেও জানানো হয়।	[993, 196, 1173, 577]
article	[801, 1129, 979, 1600]
article-headline: দুই ব্রোকারেজ	[852, 924, 928, 940]
article-body: তিনি আরও বলেন, জনগণের প্রত্যাশা পূরণে সংশ্লিষ্ট সব পক্ষকে দায়িত্বশীল ভূমিকা রাখতে হবে। এ ধারা অব্যাহত থাকবে বলে আশা প্রকাশ করেন তিনি।	[800, 1064, 979, 1114]
masthead	[28, 28, 218, 75]
article-headline: সংস্কার-নির্বাচন	[1043, 158, 1123, 174]
article-headline: সিলেটে ফের লেন প্রকল্প জমি	[425, 584, 581, 600]
